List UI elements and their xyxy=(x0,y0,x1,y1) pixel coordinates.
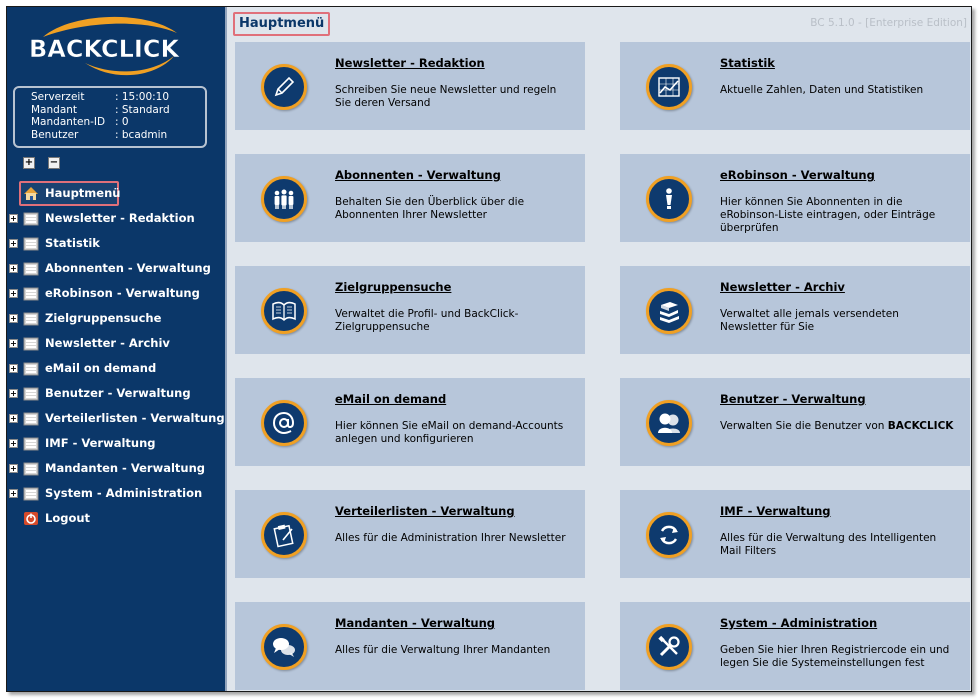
card-zielgruppensuche[interactable] xyxy=(235,266,585,354)
card-description: Hier können Sie Abonnenten in die eRobinson-Liste eintragen, oder Einträge überprüfen xyxy=(720,196,936,234)
app-window xyxy=(6,6,972,692)
card-title-link[interactable]: IMF - Verwaltung xyxy=(720,504,831,518)
card-title-link[interactable]: Newsletter - Redaktion xyxy=(335,56,485,70)
backclick-logo xyxy=(25,15,185,79)
folder-icon xyxy=(23,486,39,501)
folder-icon xyxy=(23,336,39,351)
folder-icon xyxy=(23,461,39,476)
folder-icon xyxy=(23,211,39,226)
nav-item-imf-verwaltung[interactable] xyxy=(7,431,227,456)
folder-icon xyxy=(23,311,39,326)
card-title-link[interactable]: Statistik xyxy=(720,56,775,70)
card-imf-verwaltung[interactable] xyxy=(620,490,970,578)
nav-item-label: Abonnenten - Verwaltung xyxy=(45,261,211,275)
card-description: Hier können Sie eMail on demand-Accounts anlegen und konfigurieren xyxy=(335,420,564,445)
users-icon[interactable] xyxy=(646,400,692,446)
card-erobinson-verwaltung[interactable] xyxy=(620,154,970,242)
tools-icon[interactable] xyxy=(646,624,692,670)
refresh-icon[interactable] xyxy=(646,512,692,558)
card-title-link[interactable]: Newsletter - Archiv xyxy=(720,280,845,294)
nav-item-hauptmenü[interactable] xyxy=(7,181,227,206)
main-content xyxy=(229,7,971,691)
sidebar xyxy=(7,7,227,691)
expand-toggle[interactable]: + xyxy=(10,289,17,298)
nav-tree xyxy=(7,181,227,531)
nav-item-label: Logout xyxy=(45,511,91,525)
expand-toggle[interactable]: + xyxy=(10,214,17,223)
logout-icon xyxy=(23,511,39,526)
expand-toggle[interactable]: + xyxy=(10,314,17,323)
expand-toggle[interactable]: + xyxy=(10,439,17,448)
card-statistik[interactable] xyxy=(620,42,970,130)
card-description: Alles für die Verwaltung Ihrer Mandanten xyxy=(335,644,551,656)
nav-item-label: Newsletter - Redaktion xyxy=(45,211,195,225)
card-email-on-demand[interactable] xyxy=(235,378,585,466)
version-label: BC 5.1.0 - [Enterprise Edition] xyxy=(810,17,967,29)
folder-icon xyxy=(23,261,39,276)
at-icon[interactable] xyxy=(261,400,307,446)
folder-icon xyxy=(23,386,39,401)
nav-item-newsletter-archiv[interactable] xyxy=(7,331,227,356)
brand-name: BACKCLICK xyxy=(887,420,954,432)
nav-item-abonnenten-verwaltung[interactable] xyxy=(7,256,227,281)
folder-icon xyxy=(23,286,39,301)
nav-item-zielgruppensuche[interactable] xyxy=(7,306,227,331)
card-system-administration[interactable] xyxy=(620,602,970,690)
card-description: Verwaltet alle jemals versendeten Newsletter für Sie xyxy=(720,308,899,333)
card-newsletter-redaktion[interactable] xyxy=(235,42,585,130)
card-benutzer-verwaltung[interactable] xyxy=(620,378,970,466)
card-description: Aktuelle Zahlen, Daten und Statistiken xyxy=(720,84,924,96)
nav-item-verteilerlisten-verwaltung[interactable] xyxy=(7,406,227,431)
expand-toggle[interactable]: + xyxy=(10,464,17,473)
card-description: Geben Sie hier Ihren Registriercode ein und legen Sie die Systemeinstellungen fest xyxy=(720,644,950,669)
nav-item-label: System - Administration xyxy=(45,486,203,500)
card-mandanten-verwaltung[interactable] xyxy=(235,602,585,690)
card-title-link[interactable]: Verteilerlisten - Verwaltung xyxy=(335,504,515,518)
nav-item-email-on-demand[interactable] xyxy=(7,356,227,381)
nav-item-label: eMail on demand xyxy=(45,361,157,375)
folder-icon xyxy=(23,411,39,426)
expand-toggle[interactable]: + xyxy=(10,389,17,398)
people-icon[interactable] xyxy=(261,176,307,222)
card-description: Schreiben Sie neue Newsletter und regeln Sie deren Versand xyxy=(335,84,557,109)
card-verteilerlisten-verwaltung[interactable] xyxy=(235,490,585,578)
card-title-link[interactable]: eRobinson - Verwaltung xyxy=(720,168,875,182)
card-title-link[interactable]: System - Administration xyxy=(720,616,878,630)
expand-toggle[interactable]: + xyxy=(10,364,17,373)
book-icon[interactable] xyxy=(261,288,307,334)
folder-icon xyxy=(23,236,39,251)
collapse-all-button[interactable]: − xyxy=(49,157,59,168)
card-description: Verwalten Sie die Benutzer von BACKCLICK xyxy=(720,420,954,432)
clipboard-icon[interactable] xyxy=(261,512,307,558)
session-row-user: Benutzer : bcadmin xyxy=(31,128,168,141)
nav-item-label: Hauptmenü xyxy=(45,186,121,200)
nav-item-benutzer-verwaltung[interactable] xyxy=(7,381,227,406)
nav-item-label: IMF - Verwaltung xyxy=(45,436,156,450)
expand-toggle[interactable]: + xyxy=(10,489,17,498)
expand-toggle[interactable]: + xyxy=(10,414,17,423)
nav-item-statistik[interactable] xyxy=(7,231,227,256)
card-description: Verwaltet die Profil- und BackClick-Zielgruppensuche xyxy=(335,308,519,333)
nav-item-logout[interactable] xyxy=(7,506,227,531)
nav-item-erobinson-verwaltung[interactable] xyxy=(7,281,227,306)
card-description: Behalten Sie den Überblick über die Abonnenten Ihrer Newsletter xyxy=(335,196,525,221)
card-title-link[interactable]: Benutzer - Verwaltung xyxy=(720,392,866,406)
chat-icon[interactable] xyxy=(261,624,307,670)
page-title: Hauptmenü xyxy=(233,12,330,36)
nav-item-newsletter-redaktion[interactable] xyxy=(7,206,227,231)
nav-item-label: Mandanten - Verwaltung xyxy=(45,461,206,475)
pen-icon[interactable] xyxy=(261,64,307,110)
card-title-link[interactable]: eMail on demand xyxy=(335,392,447,406)
expand-toggle[interactable]: + xyxy=(10,339,17,348)
nav-item-label: Zielgruppensuche xyxy=(45,311,162,325)
expand-all-button[interactable]: + xyxy=(24,157,34,168)
nav-item-label: Verteilerlisten - Verwaltung xyxy=(45,411,225,425)
card-title-link[interactable]: Abonnenten - Verwaltung xyxy=(335,168,501,182)
exclamation-icon[interactable] xyxy=(646,176,692,222)
nav-item-label: Benutzer - Verwaltung xyxy=(45,386,191,400)
folder-icon xyxy=(23,436,39,451)
expand-toggle[interactable]: + xyxy=(10,264,17,273)
folder-icon xyxy=(23,361,39,376)
chart-icon[interactable] xyxy=(646,64,692,110)
card-title-link[interactable]: Mandanten - Verwaltung xyxy=(335,616,496,630)
tree-tools xyxy=(23,157,60,169)
books-stack-icon[interactable] xyxy=(646,288,692,334)
session-row-client: Mandant : Standard xyxy=(31,103,170,116)
nav-item-label: eRobinson - Verwaltung xyxy=(45,286,200,300)
nav-item-label: Newsletter - Archiv xyxy=(45,336,170,350)
card-abonnenten-verwaltung[interactable] xyxy=(235,154,585,242)
logo-text: BACKCLICK xyxy=(29,35,180,63)
home-icon xyxy=(23,186,39,201)
nav-item-system-administration[interactable] xyxy=(7,481,227,506)
card-title-link[interactable]: Zielgruppensuche xyxy=(335,280,452,294)
card-description: Alles für die Verwaltung des Intelligenten Mail Filters xyxy=(720,532,937,557)
nav-item-mandanten-verwaltung[interactable] xyxy=(7,456,227,481)
card-newsletter-archiv[interactable] xyxy=(620,266,970,354)
session-info xyxy=(13,86,207,148)
expand-toggle[interactable]: + xyxy=(10,239,17,248)
session-row-server-time: Serverzeit : 15:00:10 xyxy=(31,91,170,103)
nav-item-label: Statistik xyxy=(45,236,100,250)
card-description: Alles für die Administration Ihrer Newsletter xyxy=(335,532,566,544)
session-row-client-id: Mandanten-ID : 0 xyxy=(31,116,129,128)
